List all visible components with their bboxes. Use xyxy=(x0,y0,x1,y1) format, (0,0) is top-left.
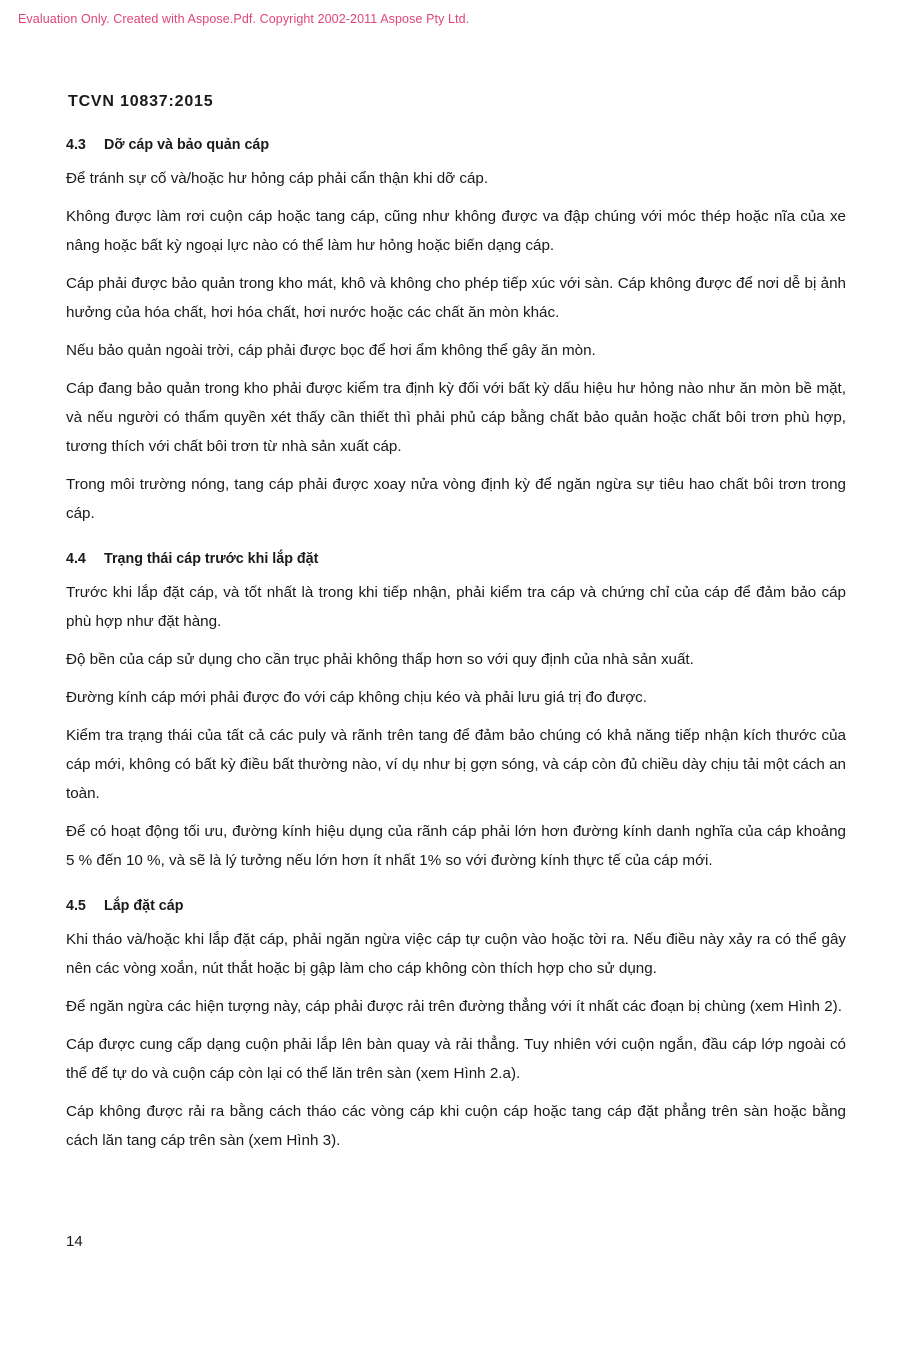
section-title: Lắp đặt cáp xyxy=(104,898,184,914)
paragraph: Đường kính cáp mới phải được đo với cáp không chịu kéo và phải lưu giá trị đo được. xyxy=(66,689,647,706)
section-title: Dỡ cáp và bảo quản cáp xyxy=(104,137,270,153)
paragraph: Để tránh sự cố và/hoặc hư hỏng cáp phải cẩn thận khi dỡ cáp. xyxy=(66,170,489,187)
paragraph: Không được làm rơi cuộn cáp hoặc tang cáp, cũng như không được va đập chúng với móc thép hoặc nĩa của xe nâng hoặc bất kỳ ngoại lực nào có thể làm hư hỏng hoặc biến dạng cáp. xyxy=(66,208,846,254)
paragraph: Trước khi lắp đặt cáp, và tốt nhất là trong khi tiếp nhận, phải kiểm tra cáp và chứng chỉ của cáp để đảm bảo cáp phù hợp như đặt hàng. xyxy=(66,584,846,630)
section-title: Trạng thái cáp trước khi lắp đặt xyxy=(104,551,319,567)
section-heading xyxy=(66,134,846,156)
paragraph: Để có hoạt động tối ưu, đường kính hiệu dụng của rãnh cáp phải lớn hơn đường kính danh nghĩa của cáp khoảng 5 % đến 10 %, và sẽ là lý tưởng nếu lớn hơn ít nhất 1% so với đường kính thực tế của cáp mới. xyxy=(66,823,846,869)
document-body xyxy=(66,134,846,1175)
section-number: 4.5 xyxy=(66,898,86,914)
section-4-5 xyxy=(66,895,846,1155)
section-4-3 xyxy=(66,134,846,528)
paragraph: Nếu bảo quản ngoài trời, cáp phải được bọc để hơi ẩm không thể gây ăn mòn. xyxy=(66,342,596,359)
paragraph: Độ bền của cáp sử dụng cho cần trục phải không thấp hơn so với quy định của nhà sản xuất. xyxy=(66,651,694,668)
paragraph: Kiểm tra trạng thái của tất cả các puly và rãnh trên tang để đảm bảo chúng có khả năng tiếp nhận kích thước của cáp mới, không có bất kỳ điều bất thường nào, ví dụ như bị gợn sóng, và cáp còn đủ chiều dày chịu tải một cách an toàn. xyxy=(66,727,846,802)
paragraph: Cáp được cung cấp dạng cuộn phải lắp lên bàn quay và rải thẳng. Tuy nhiên với cuộn ngắn, đầu cáp lớp ngoài có thể để tự do và cuộn cáp còn lại có thể lăn trên sàn (xem Hình 2.a). xyxy=(66,1036,846,1082)
section-heading xyxy=(66,895,846,917)
paragraph: Cáp không được rải ra bằng cách tháo các vòng cáp khi cuộn cáp hoặc tang cáp đặt phẳng trên sàn hoặc bằng cách lăn tang cáp trên sàn (xem Hình 3). xyxy=(66,1103,846,1149)
section-4-4 xyxy=(66,548,846,875)
paragraph: Khi tháo và/hoặc khi lắp đặt cáp, phải ngăn ngừa việc cáp tự cuộn vào hoặc tời ra. Nếu điều này xảy ra có thể gây nên các vòng xoắn, nút thắt hoặc bị gập làm cho cáp không còn thích hợp cho sử dụng. xyxy=(66,931,846,977)
page-number: 14 xyxy=(66,1233,83,1250)
document-code: TCVN 10837:2015 xyxy=(68,93,214,110)
section-number: 4.3 xyxy=(66,137,86,153)
section-number: 4.4 xyxy=(66,551,86,567)
paragraph: Trong môi trường nóng, tang cáp phải được xoay nửa vòng định kỳ để ngăn ngừa sự tiêu hao chất bôi trơn trong cáp. xyxy=(66,476,846,522)
watermark-text: Evaluation Only. Created with Aspose.Pdf. Copyright 2002-2011 Aspose Pty Ltd. xyxy=(18,12,470,26)
paragraph: Cáp đang bảo quản trong kho phải được kiểm tra định kỳ đối với bất kỳ dấu hiệu hư hỏng nào như ăn mòn bề mặt, và nếu người có thẩm quyền xét thấy cần thiết thì phải phủ cáp bằng chất bảo quản hoặc chất bôi trơn phù hợp, tương thích với chất bôi trơn từ nhà sản xuất cáp. xyxy=(66,380,846,455)
section-heading xyxy=(66,548,846,570)
paragraph: Để ngăn ngừa các hiện tượng này, cáp phải được rải trên đường thẳng với ít nhất các đoạn bị chùng (xem Hình 2). xyxy=(66,998,842,1015)
paragraph: Cáp phải được bảo quản trong kho mát, khô và không cho phép tiếp xúc với sàn. Cáp không được để nơi dễ bị ảnh hưởng của hóa chất, hơi hóa chất, hơi nước hoặc các chất ăn mòn khác. xyxy=(66,275,846,321)
